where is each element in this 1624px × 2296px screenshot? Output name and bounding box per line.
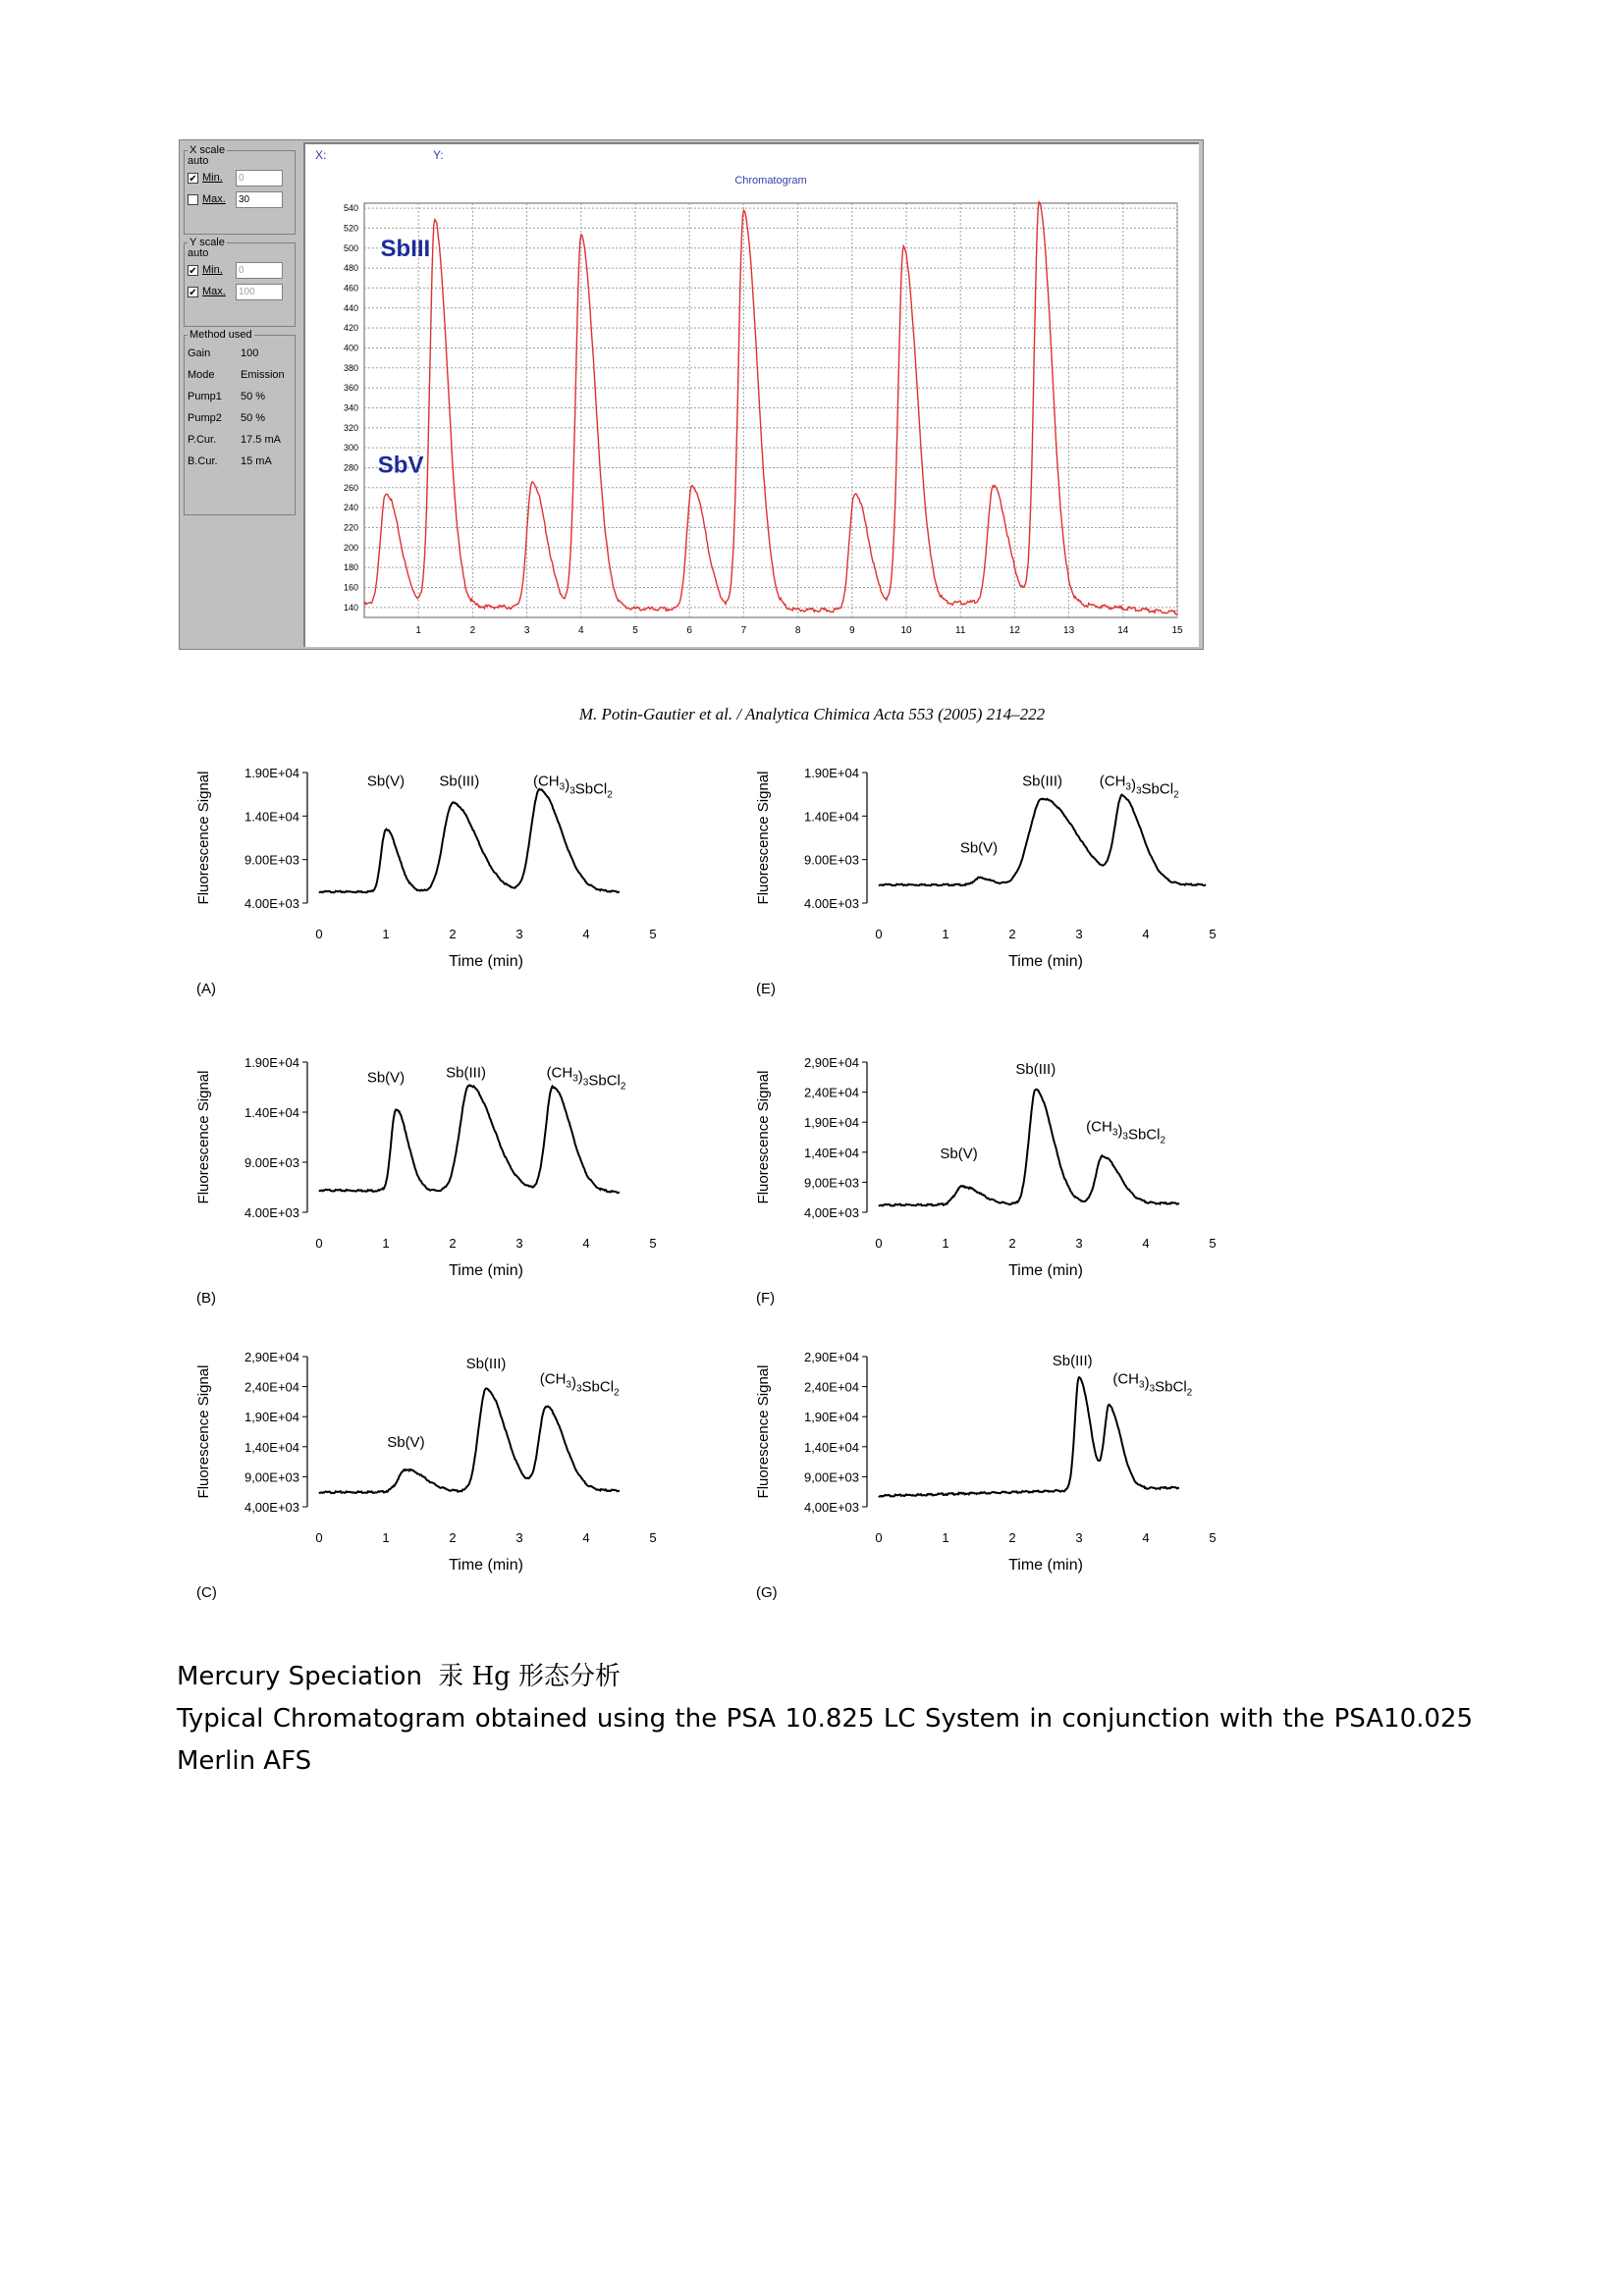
- citation: M. Potin-Gautier et al. / Analytica Chimica Acta 553 (2005) 214–222: [578, 705, 1046, 723]
- y-tick-label: 400: [343, 343, 358, 353]
- x-tick-label: 14: [1117, 625, 1129, 636]
- label-part: SbCl: [581, 1378, 615, 1396]
- y-tick-label: 420: [343, 323, 358, 334]
- y-max-input[interactable]: [236, 284, 283, 300]
- x-tick-label: 4: [1142, 1530, 1150, 1545]
- x-tick-label: 2: [449, 1530, 457, 1545]
- y-axis-label: Fluorescence Signal: [195, 771, 212, 905]
- x-axis-label: Time (min): [449, 953, 523, 970]
- x-tick-label: 4: [1142, 927, 1150, 941]
- x-tick-label: 5: [649, 927, 657, 941]
- panel-label: (A): [196, 981, 216, 997]
- y-tick-label: 380: [343, 362, 358, 373]
- label-part: ): [565, 776, 570, 794]
- panel-label: (G): [756, 1584, 778, 1601]
- x-tick-label: 5: [632, 625, 638, 636]
- x-min-label: Min.: [202, 172, 223, 184]
- label-part: SbCl: [1155, 1378, 1187, 1396]
- y-scale-legend: Y scale: [189, 237, 225, 248]
- y-tick-label: 1.40E+04: [244, 1105, 299, 1120]
- method-row: [188, 343, 292, 364]
- x-tick-label: 9: [849, 625, 855, 636]
- y-tick-label: 2,90E+04: [803, 1055, 859, 1070]
- x-min-input[interactable]: [236, 170, 283, 187]
- peak-label: Sb(III): [1022, 773, 1063, 790]
- x-tick-label: 2: [449, 927, 457, 941]
- x-tick-label: 10: [900, 625, 912, 636]
- label-part: SbCl: [574, 780, 608, 798]
- label-part: 3: [1135, 785, 1142, 797]
- y-axis-label: Fluorescence Signal: [755, 1364, 772, 1499]
- x-min-checkbox[interactable]: ✔: [189, 173, 197, 185]
- method-key: Mode: [188, 369, 215, 381]
- y-tick-label: 360: [343, 383, 358, 394]
- label-part: (CH: [532, 773, 560, 790]
- method-group: [184, 329, 296, 515]
- label-part: 2: [607, 789, 613, 801]
- label-part: ): [577, 1068, 583, 1086]
- method-list: [188, 343, 292, 472]
- y-tick-label: 1,90E+04: [244, 1410, 299, 1425]
- y-tick-label: 160: [343, 582, 358, 593]
- x-tick-label: 5: [1209, 927, 1217, 941]
- x-tick-label: 5: [649, 1236, 657, 1251]
- x-tick-label: 1: [382, 1236, 390, 1251]
- y-tick-label: 4,00E+03: [244, 1500, 299, 1515]
- y-tick-label: 1.40E+04: [803, 809, 859, 825]
- x-tick-label: 6: [686, 625, 692, 636]
- y-axis-label: Fluorescence Signal: [755, 1070, 772, 1204]
- x-axis-label: Time (min): [1008, 953, 1083, 970]
- label-part: 3: [1139, 1379, 1145, 1391]
- y-tick-label: 480: [343, 263, 358, 274]
- x-max-input[interactable]: [236, 191, 283, 208]
- x-tick-label: 3: [515, 1236, 523, 1251]
- y-tick-label: 1,40E+04: [803, 1145, 859, 1160]
- x-tick-label: 2: [469, 625, 476, 636]
- method-key: Gain: [188, 347, 211, 359]
- peak-label: [1112, 1371, 1192, 1399]
- panel-label: (B): [196, 1290, 216, 1307]
- x-tick-label: 0: [315, 1530, 323, 1545]
- x-tick-label: 12: [1008, 625, 1020, 636]
- label-part: 3: [575, 1383, 582, 1395]
- peak-label: SbV: [377, 452, 424, 479]
- y-max-label: Max.: [202, 286, 226, 297]
- caption: Typical Chromatogram obtained using the PSA 10.825 LC System in conjunction with the PSA10.025 Merlin AFS: [177, 1704, 1473, 1776]
- y-tick-label: 260: [343, 482, 358, 493]
- series-line: [319, 789, 620, 893]
- peak-label: [540, 1371, 620, 1399]
- x-tick-label: 2: [449, 1236, 457, 1251]
- label-part: 2: [620, 1081, 626, 1093]
- x-readout: X:: [315, 148, 327, 162]
- x-tick-label: 0: [875, 927, 883, 941]
- peak-label: [533, 773, 613, 800]
- label-part: (CH: [539, 1370, 567, 1388]
- label-part: 2: [1173, 789, 1179, 801]
- method-key: B.Cur.: [188, 455, 218, 467]
- heading: Mercury Speciation: [177, 1662, 422, 1691]
- y-tick-label: 1.90E+04: [244, 766, 299, 780]
- label-part: 2: [1186, 1387, 1193, 1399]
- label-part: 3: [566, 1379, 571, 1391]
- y-tick-label: 9.00E+03: [244, 852, 299, 868]
- peak-label: Sb(V): [959, 839, 999, 857]
- x-tick-label: 4: [1142, 1236, 1150, 1251]
- y-tick-label: 9,00E+03: [803, 1469, 859, 1485]
- y-tick-label: 1,90E+04: [803, 1115, 859, 1131]
- panel-e: [746, 761, 1237, 1016]
- peak-label: Sb(III): [439, 773, 480, 790]
- label-part: ): [1144, 1374, 1150, 1392]
- x-axis-label: Time (min): [449, 1262, 523, 1279]
- x-tick-label: 1: [942, 927, 949, 941]
- y-tick-label: 280: [343, 462, 358, 473]
- x-tick-label: 1: [942, 1530, 949, 1545]
- x-tick-label: 13: [1063, 625, 1075, 636]
- y-tick-label: 320: [343, 422, 358, 433]
- x-tick-label: 5: [1209, 1530, 1217, 1545]
- panel-c: [187, 1345, 677, 1620]
- y-tick-label: 1.40E+04: [244, 809, 299, 825]
- y-tick-label: 1,40E+04: [803, 1439, 859, 1455]
- method-row: [188, 386, 292, 407]
- method-row: [188, 407, 292, 429]
- heading-cn: 汞 Hg 形态分析: [438, 1662, 622, 1691]
- x-tick-label: 3: [523, 625, 530, 636]
- x-scale-legend: X scale: [189, 144, 226, 156]
- label-part: 3: [572, 1073, 578, 1085]
- label-part: ): [570, 1374, 576, 1392]
- x-tick-label: 4: [578, 625, 584, 636]
- y-tick-label: 4.00E+03: [244, 1205, 299, 1220]
- series-line: [879, 1374, 1179, 1497]
- y-scale-group: [184, 237, 296, 327]
- label-part: SbCl: [1127, 1126, 1161, 1144]
- scale-settings-panel: [182, 142, 301, 647]
- method-legend: Method used: [189, 329, 252, 341]
- peak-label: Sb(V): [387, 1433, 425, 1451]
- x-tick-label: 1: [415, 625, 421, 636]
- y-tick-label: 2,90E+04: [244, 1350, 299, 1364]
- series-line: [879, 795, 1206, 886]
- x-max-checkbox[interactable]: [188, 194, 198, 205]
- label-part: SbCl: [588, 1072, 621, 1090]
- label-part: 3: [1125, 781, 1131, 793]
- panel-label: (C): [196, 1584, 217, 1601]
- y-tick-label: 520: [343, 223, 358, 234]
- peak-label: Sb(V): [940, 1145, 978, 1162]
- heading-line: [177, 1656, 621, 1692]
- y-tick-label: 4.00E+03: [244, 896, 299, 911]
- y-tick-label: 440: [343, 302, 358, 313]
- y-axis-label: Fluorescence Signal: [195, 1070, 212, 1204]
- panel-label: (F): [756, 1290, 776, 1307]
- method-key: P.Cur.: [188, 434, 217, 446]
- y-tick-label: 2,90E+04: [803, 1350, 859, 1364]
- x-tick-label: 0: [875, 1236, 883, 1251]
- y-tick-label: 340: [343, 402, 358, 413]
- method-value: Emission: [241, 369, 285, 381]
- label-part: (CH: [1086, 1118, 1112, 1136]
- method-row: [188, 451, 292, 472]
- method-key: Pump2: [188, 412, 222, 424]
- x-tick-label: 4: [582, 1530, 590, 1545]
- method-value: 50 %: [241, 412, 266, 424]
- chromatogram-plot: [303, 142, 1199, 647]
- y-tick-label: 9,00E+03: [803, 1175, 859, 1191]
- y-tick-label: 1,40E+04: [244, 1439, 299, 1455]
- y-readout: Y:: [433, 148, 444, 162]
- y-min-label: Min.: [202, 264, 223, 276]
- x-axis-label: Time (min): [1008, 1262, 1083, 1279]
- peak-label: Sb(III): [446, 1064, 487, 1082]
- y-tick-label: 4.00E+03: [803, 896, 859, 911]
- x-tick-label: 11: [955, 625, 966, 636]
- y-max-checkbox[interactable]: ✔: [189, 287, 197, 298]
- label-part: SbCl: [1141, 780, 1174, 798]
- label-part: 2: [614, 1387, 620, 1399]
- y-tick-label: 1,90E+04: [803, 1410, 859, 1425]
- y-tick-label: 500: [343, 242, 358, 253]
- y-tick-label: 180: [343, 562, 358, 573]
- x-tick-label: 3: [1075, 927, 1083, 941]
- method-value: 50 %: [241, 391, 266, 402]
- label-part: 2: [1160, 1135, 1166, 1147]
- panel-f: [746, 1050, 1237, 1325]
- peak-label: [1100, 773, 1179, 800]
- y-tick-label: 9.00E+03: [244, 1155, 299, 1170]
- x-tick-label: 3: [515, 927, 523, 941]
- x-max-label: Max.: [202, 193, 226, 205]
- peak-label: SbIII: [380, 235, 431, 262]
- label-part: 3: [1122, 1131, 1128, 1143]
- y-tick-label: 200: [343, 542, 358, 553]
- y-tick-label: 540: [343, 203, 358, 214]
- x-axis-label: Time (min): [449, 1557, 523, 1574]
- x-tick-label: 7: [740, 625, 747, 636]
- x-auto-label: auto: [188, 155, 209, 167]
- label-part: 3: [1111, 1127, 1118, 1139]
- method-value: 100: [241, 347, 259, 359]
- y-tick-label: 300: [343, 443, 358, 454]
- x-tick-label: 2: [1008, 927, 1016, 941]
- label-part: 3: [559, 781, 566, 793]
- x-axis-label: Time (min): [1008, 1557, 1083, 1574]
- x-tick-label: 5: [1209, 1236, 1217, 1251]
- panel-a: [187, 761, 677, 1016]
- label-part: (CH: [546, 1064, 573, 1082]
- x-tick-label: 1: [382, 927, 390, 941]
- y-tick-label: 1.90E+04: [803, 766, 859, 780]
- y-tick-label: 220: [343, 522, 358, 533]
- label-part: 3: [1149, 1383, 1156, 1395]
- x-tick-label: 2: [1008, 1530, 1016, 1545]
- y-min-input[interactable]: [236, 262, 283, 279]
- y-tick-label: 2,40E+04: [803, 1085, 859, 1100]
- y-tick-label: 1.90E+04: [244, 1055, 299, 1070]
- y-tick-label: 9.00E+03: [803, 852, 859, 868]
- method-value: 15 mA: [241, 455, 272, 467]
- x-tick-label: 3: [515, 1530, 523, 1545]
- y-tick-label: 9,00E+03: [244, 1469, 299, 1485]
- peak-label: [1086, 1118, 1165, 1146]
- y-axis-label: Fluorescence Signal: [755, 771, 772, 905]
- x-tick-label: 1: [942, 1236, 949, 1251]
- chart-title: Chromatogram: [734, 175, 807, 187]
- label-part: 3: [569, 785, 575, 797]
- chromatogram-window: [179, 139, 1204, 650]
- method-key: Pump1: [188, 391, 222, 402]
- label-part: 3: [582, 1077, 589, 1089]
- label-part: ): [1130, 776, 1136, 794]
- x-tick-label: 8: [794, 625, 801, 636]
- peak-label: Sb(III): [1015, 1061, 1056, 1079]
- peak-label: [547, 1064, 626, 1092]
- x-tick-label: 4: [582, 927, 590, 941]
- x-tick-label: 0: [315, 927, 323, 941]
- label-part: (CH: [1112, 1370, 1140, 1388]
- x-tick-label: 5: [649, 1530, 657, 1545]
- chromatogram-svg: [305, 144, 1197, 645]
- y-min-checkbox[interactable]: ✔: [189, 265, 197, 277]
- label-part: (CH: [1099, 773, 1126, 790]
- y-tick-label: 4,00E+03: [803, 1500, 859, 1515]
- series-line: [879, 1090, 1179, 1206]
- peak-label: Sb(V): [366, 1069, 406, 1087]
- y-tick-label: 460: [343, 283, 358, 294]
- series-line: [319, 1388, 620, 1493]
- method-value: 17.5 mA: [241, 434, 281, 446]
- y-tick-label: 240: [343, 503, 358, 513]
- x-tick-label: 15: [1171, 625, 1183, 636]
- y-auto-label: auto: [188, 247, 209, 259]
- x-tick-label: 3: [1075, 1236, 1083, 1251]
- method-row: [188, 364, 292, 386]
- x-tick-label: 1: [382, 1530, 390, 1545]
- y-tick-label: 2,40E+04: [244, 1379, 299, 1395]
- peak-label: Sb(V): [366, 773, 406, 790]
- panel-b: [187, 1050, 677, 1325]
- series-line: [319, 1086, 620, 1194]
- x-tick-label: 4: [582, 1236, 590, 1251]
- label-part: ): [1117, 1122, 1123, 1140]
- y-tick-label: 2,40E+04: [803, 1379, 859, 1395]
- peak-label: Sb(III): [465, 1356, 507, 1373]
- method-row: [188, 429, 292, 451]
- peak-label: Sb(III): [1052, 1353, 1093, 1370]
- x-tick-label: 3: [1075, 1530, 1083, 1545]
- x-tick-label: 2: [1008, 1236, 1016, 1251]
- x-tick-label: 0: [875, 1530, 883, 1545]
- panel-g: [746, 1345, 1237, 1620]
- y-tick-label: 4,00E+03: [803, 1205, 859, 1220]
- panel-label: (E): [756, 981, 776, 997]
- x-scale-group: [184, 144, 296, 235]
- y-tick-label: 140: [343, 602, 358, 613]
- y-axis-label: Fluorescence Signal: [195, 1364, 212, 1499]
- x-tick-label: 0: [315, 1236, 323, 1251]
